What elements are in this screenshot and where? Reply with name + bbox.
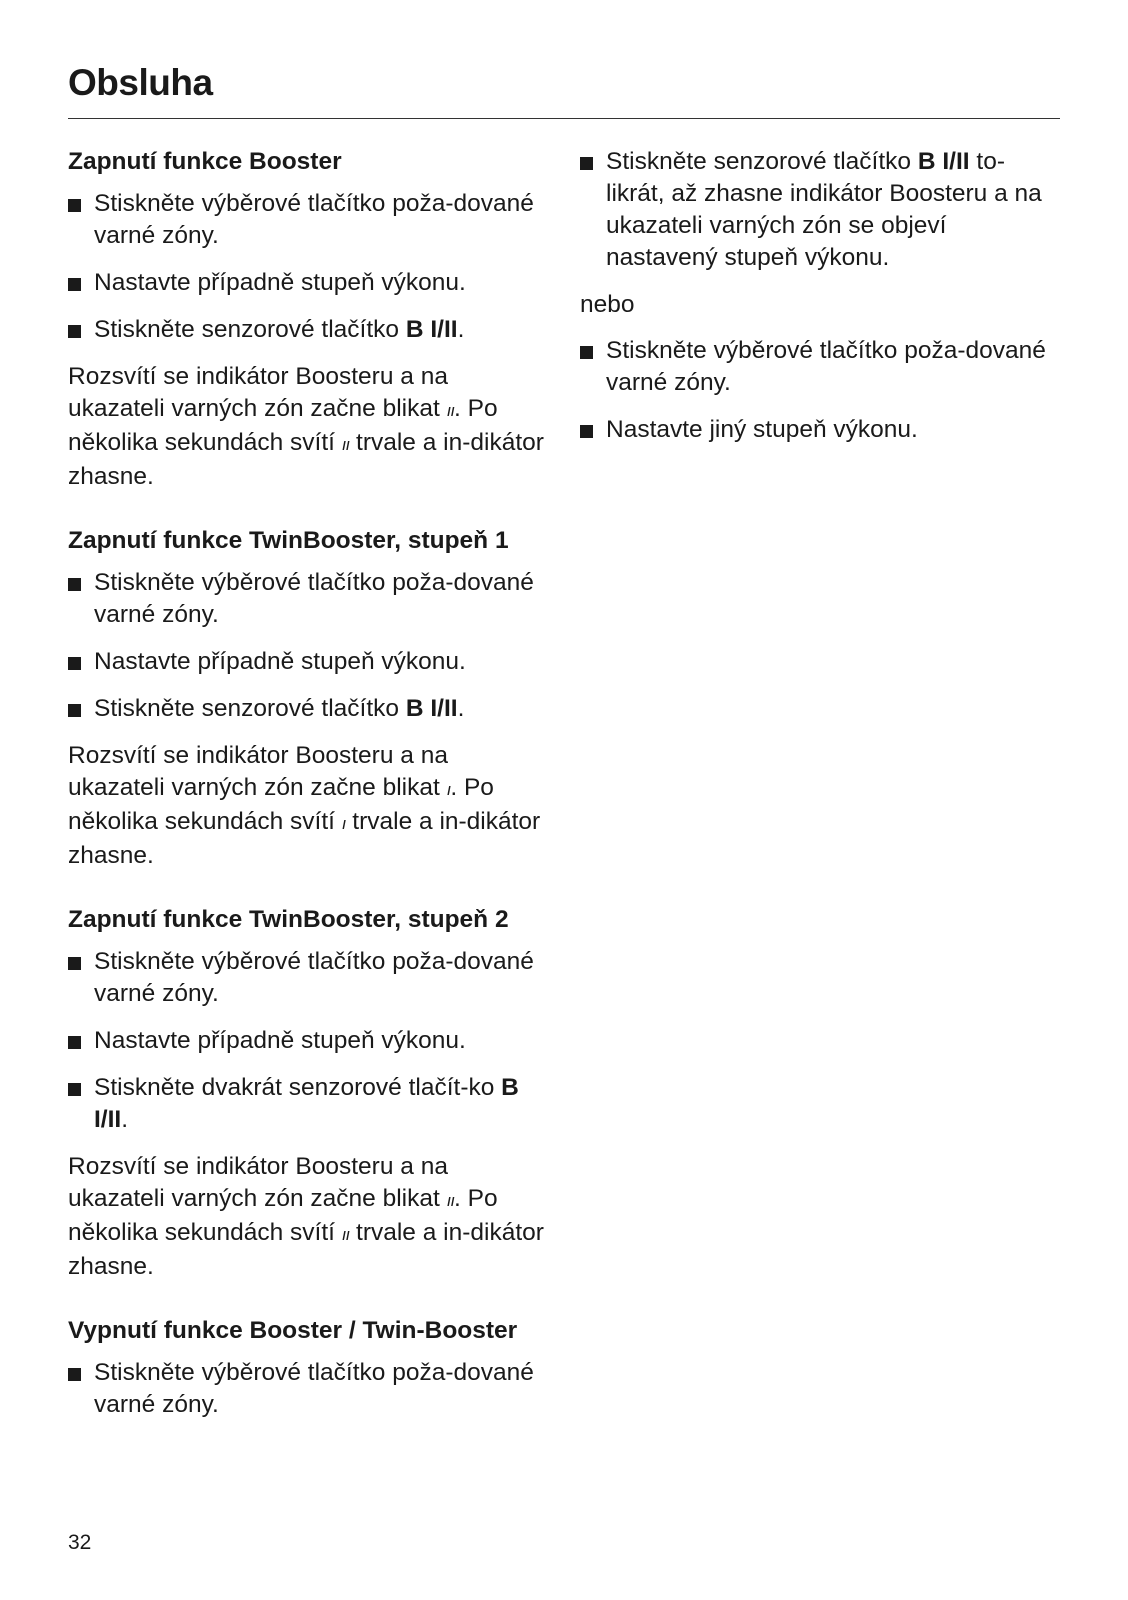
key-label: B I/II (405, 695, 458, 722)
bullet-square-icon (68, 325, 81, 338)
result-paragraph (68, 1151, 548, 1283)
list-item (68, 188, 548, 252)
bullet-square-icon (68, 578, 81, 591)
paragraph-text: Rozsvítí se indikátor Boosteru a na ukazateli varných zón začne blikat (68, 363, 448, 422)
bullet-square-icon (68, 657, 81, 670)
paragraph-text: Rozsvítí se indikátor Boosteru a na ukazateli varných zón začne blikat (68, 1153, 448, 1212)
list-item (68, 1357, 548, 1421)
list-item (68, 693, 548, 725)
list-item (68, 567, 548, 631)
list-item-text: Stiskněte výběrové tlačítko poža-dované varné zóny. (94, 569, 534, 628)
display-symbol: ıı (446, 401, 455, 420)
display-symbol: ıı (341, 1225, 350, 1244)
paragraph-text: . Po několika sekundách svítí (68, 395, 498, 456)
page-title: Obsluha (68, 62, 213, 103)
paragraph-text: trvale a in-dikátor zhasne. (68, 808, 541, 869)
bullet-square-icon (580, 346, 593, 359)
list-item (580, 146, 1060, 274)
list-item-text: Stiskněte senzorové tlačítko (606, 148, 918, 175)
list-item (580, 414, 1060, 446)
right-column (580, 146, 1060, 461)
list-item-text: Stiskněte výběrové tlačítko poža-dované varné zóny. (94, 1359, 534, 1418)
list-item-text-end: . (121, 1106, 129, 1133)
bullet-square-icon (68, 957, 81, 970)
display-symbol: ı (446, 780, 451, 799)
title-divider (68, 118, 1060, 119)
list-item (68, 1025, 548, 1057)
list-item-text: Nastavte případně stupeň výkonu. (94, 1027, 466, 1054)
section-heading-twinbooster-2: Zapnutí funkce TwinBooster, stupeň 2 (68, 906, 509, 933)
list-item-text-end: . (457, 316, 465, 343)
list-item-text: Stiskněte senzorové tlačítko (94, 316, 406, 343)
bullet-square-icon (68, 704, 81, 717)
display-symbol: ıı (341, 435, 350, 454)
list-item (68, 314, 548, 346)
key-label: B I/II (917, 148, 970, 175)
list-item-text: Stiskněte výběrové tlačítko poža-dované varné zóny. (94, 190, 534, 249)
paragraph-text: . Po několika sekundách svítí (68, 774, 494, 835)
result-paragraph (68, 740, 548, 872)
bullet-square-icon (68, 278, 81, 291)
result-paragraph (68, 361, 548, 493)
list-item (68, 946, 548, 1010)
bullet-square-icon (68, 1036, 81, 1049)
list-item (68, 646, 548, 678)
list-item-text: Nastavte jiný stupeň výkonu. (606, 416, 918, 443)
list-item-text-end: to-likrát, až zhasne indikátor Boosteru a na ukazateli varných zón se objeví nastavený stupeň výkonu. (606, 148, 1042, 271)
paragraph-text: trvale a in-dikátor zhasne. (68, 429, 544, 490)
list-item-text: Stiskněte výběrové tlačítko poža-dované varné zóny. (94, 948, 534, 1007)
section-heading-booster-on: Zapnutí funkce Booster (68, 148, 342, 175)
bullet-square-icon (68, 1368, 81, 1381)
bullet-square-icon (580, 425, 593, 438)
key-label: B I/II (94, 1074, 519, 1133)
display-symbol: ı (341, 814, 346, 833)
list-item (68, 1072, 548, 1136)
or-text: nebo (580, 291, 635, 318)
paragraph-text: trvale a in-dikátor zhasne. (68, 1219, 544, 1280)
page-number: 32 (68, 1531, 92, 1554)
section-heading-twinbooster-1: Zapnutí funkce TwinBooster, stupeň 1 (68, 527, 509, 554)
paragraph-text: . Po několika sekundách svítí (68, 1185, 498, 1246)
paragraph-text: Rozsvítí se indikátor Boosteru a na ukazateli varných zón začne blikat (68, 742, 448, 801)
key-label: B I/II (405, 316, 458, 343)
list-item-text: Stiskněte senzorové tlačítko (94, 695, 406, 722)
list-item (68, 267, 548, 299)
bullet-square-icon (580, 157, 593, 170)
list-item-text: Nastavte případně stupeň výkonu. (94, 648, 466, 675)
section-heading-booster-off: Vypnutí funkce Booster / Twin-Booster (68, 1317, 518, 1344)
list-item-text-end: . (457, 695, 465, 722)
list-item (580, 335, 1060, 399)
list-item-text: Stiskněte dvakrát senzorové tlačít-ko (94, 1074, 502, 1101)
list-item-text: Stiskněte výběrové tlačítko poža-dované varné zóny. (606, 337, 1046, 396)
left-column (68, 146, 548, 1436)
display-symbol: ıı (446, 1191, 455, 1210)
bullet-square-icon (68, 199, 81, 212)
bullet-square-icon (68, 1083, 81, 1096)
list-item-text: Nastavte případně stupeň výkonu. (94, 269, 466, 296)
